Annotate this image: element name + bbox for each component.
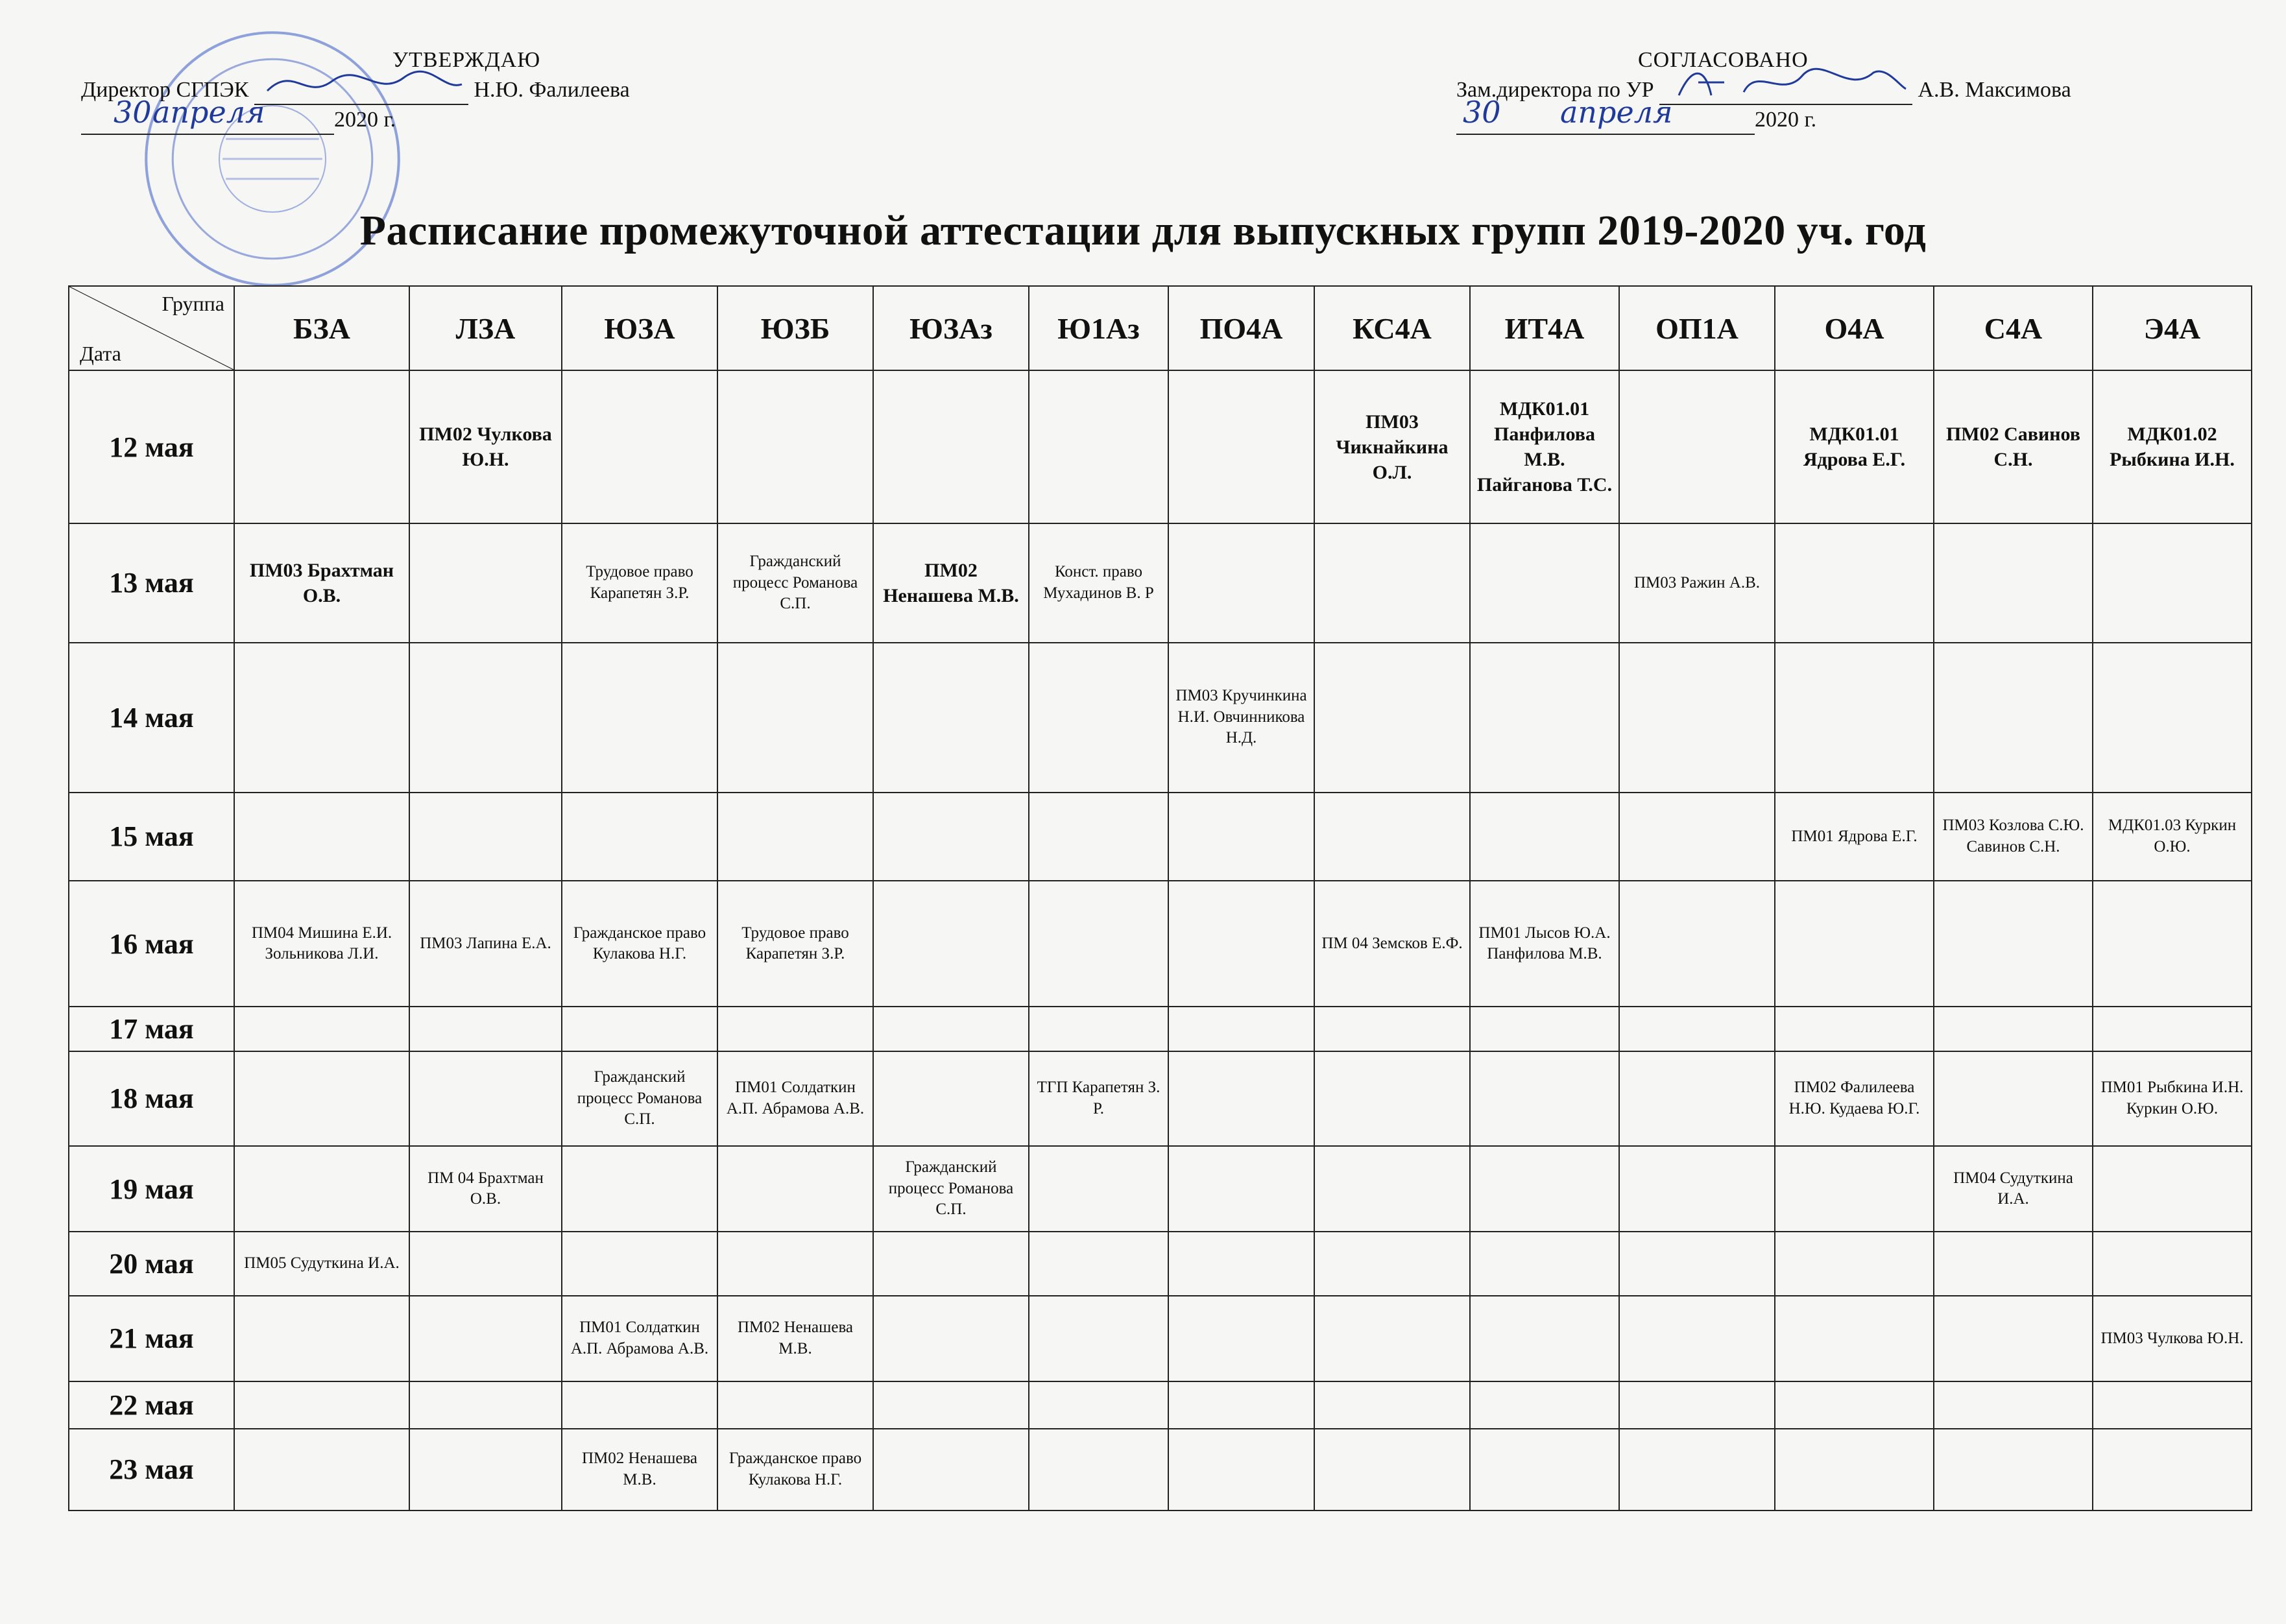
exam-cell — [1470, 643, 1619, 793]
schedule-row — [69, 643, 2252, 793]
exam-cell — [1775, 1381, 1934, 1429]
schedule-row — [69, 523, 2252, 643]
exam-cell — [1314, 793, 1470, 881]
exam-cell — [409, 1051, 562, 1147]
exam-cell — [717, 1232, 873, 1296]
exam-cell — [1934, 643, 2093, 793]
group-header: ЛЗА — [409, 286, 562, 370]
exam-cell: ТГП Карапетян З. Р. — [1029, 1051, 1168, 1147]
exam-cell — [562, 1007, 717, 1051]
date-day-right: 30 — [1463, 94, 1501, 130]
exam-cell — [1934, 1007, 2093, 1051]
exam-cell — [2093, 1429, 2252, 1511]
schedule-row — [69, 793, 2252, 881]
exam-cell — [1934, 1051, 2093, 1147]
schedule-row — [69, 1429, 2252, 1511]
exam-cell — [717, 1146, 873, 1231]
group-header: КС4А — [1314, 286, 1470, 370]
exam-cell — [1470, 1296, 1619, 1381]
exam-cell — [1029, 1296, 1168, 1381]
exam-cell — [873, 1007, 1029, 1051]
exam-cell: Гражданское право Кулакова Н.Г. — [562, 881, 717, 1007]
exam-cell — [1168, 523, 1314, 643]
exam-cell — [1470, 793, 1619, 881]
exam-cell — [1470, 1051, 1619, 1147]
date-cell: 16 мая — [69, 881, 234, 1007]
date-month-line-right — [1534, 94, 1755, 135]
exam-cell — [1619, 1146, 1775, 1231]
exam-cell — [1168, 1007, 1314, 1051]
date-month-line — [139, 94, 334, 135]
exam-cell — [1619, 370, 1775, 523]
exam-cell — [1314, 1296, 1470, 1381]
schedule-row — [69, 1296, 2252, 1381]
exam-cell — [1934, 881, 2093, 1007]
signature-icon — [254, 65, 468, 104]
exam-cell — [1619, 1296, 1775, 1381]
exam-cell — [234, 643, 409, 793]
exam-cell — [1934, 1429, 2093, 1511]
exam-cell — [1314, 1007, 1470, 1051]
exam-cell — [562, 370, 717, 523]
exam-cell — [873, 643, 1029, 793]
exam-cell — [1168, 1232, 1314, 1296]
exam-cell — [1029, 370, 1168, 523]
exam-cell — [1029, 1429, 1168, 1511]
group-header: Э4А — [2093, 286, 2252, 370]
exam-cell: ПМ02 Ненашева М.В. — [717, 1296, 873, 1381]
exam-cell — [1934, 1381, 2093, 1429]
exam-cell — [562, 643, 717, 793]
exam-cell — [1314, 643, 1470, 793]
exam-cell — [2093, 1146, 2252, 1231]
date-cell: 12 мая — [69, 370, 234, 523]
exam-cell — [1168, 1146, 1314, 1231]
exam-cell — [1775, 1146, 1934, 1231]
schedule-row — [69, 1007, 2252, 1051]
exam-cell — [1619, 643, 1775, 793]
approver-position: Директор СГПЭК — [81, 77, 249, 102]
exam-cell — [234, 1381, 409, 1429]
agreer-name: А.В. Максимова — [1918, 77, 2071, 102]
date-day: 30 — [114, 94, 152, 130]
exam-cell — [1314, 1381, 1470, 1429]
date-cell: 19 мая — [69, 1146, 234, 1231]
exam-cell: ПМ04 Мишина Е.И. Зольникова Л.И. — [234, 881, 409, 1007]
schedule-row — [69, 1146, 2252, 1231]
group-header: ЮЗА — [562, 286, 717, 370]
exam-cell — [873, 1232, 1029, 1296]
date-cell: 18 мая — [69, 1051, 234, 1147]
exam-cell: ПМ03 Ражин А.В. — [1619, 523, 1775, 643]
exam-cell — [1029, 881, 1168, 1007]
exam-cell — [1775, 1007, 1934, 1051]
exam-cell — [717, 793, 873, 881]
exam-cell: ПМ02 Савинов С.Н. — [1934, 370, 2093, 523]
exam-cell — [1314, 1146, 1470, 1231]
exam-cell: Гражданский процесс Романова С.П. — [873, 1146, 1029, 1231]
exam-cell: МДК01.02 Рыбкина И.Н. — [2093, 370, 2252, 523]
group-header: ПО4А — [1168, 286, 1314, 370]
corner-date-label: Дата — [80, 342, 121, 365]
exam-cell — [1470, 523, 1619, 643]
exam-cell: ПМ03 Лапина Е.А. — [409, 881, 562, 1007]
exam-cell — [1168, 1429, 1314, 1511]
exam-cell — [1168, 1051, 1314, 1147]
exam-cell — [717, 1007, 873, 1051]
exam-cell — [1775, 1296, 1934, 1381]
exam-cell — [717, 1381, 873, 1429]
group-header: О4А — [1775, 286, 1934, 370]
exam-cell — [1470, 1146, 1619, 1231]
document-title: Расписание промежуточной аттестации для выпускных групп 2019-2020 уч. год — [359, 207, 1927, 254]
exam-cell: ПМ02 Фалилеева Н.Ю. Кудаева Ю.Г. — [1775, 1051, 1934, 1147]
exam-cell: МДК01.01 Ядрова Е.Г. — [1775, 370, 1934, 523]
exam-cell — [1470, 1232, 1619, 1296]
exam-cell — [873, 1296, 1029, 1381]
exam-cell — [409, 1232, 562, 1296]
agreer-position: Зам.директора по УР — [1456, 77, 1654, 102]
exam-cell — [873, 1051, 1029, 1147]
exam-cell — [1029, 1381, 1168, 1429]
exam-cell: ПМ04 Судуткина И.А. — [1934, 1146, 2093, 1231]
date-cell: 22 мая — [69, 1381, 234, 1429]
schedule-table — [68, 285, 2252, 1511]
exam-cell — [1775, 643, 1934, 793]
group-header: ИТ4А — [1470, 286, 1619, 370]
exam-cell — [873, 881, 1029, 1007]
corner-group-label: Группа — [162, 292, 224, 315]
exam-cell — [1314, 523, 1470, 643]
exam-cell — [1619, 881, 1775, 1007]
exam-cell — [1619, 1381, 1775, 1429]
exam-cell — [1775, 1429, 1934, 1511]
exam-cell — [1314, 1232, 1470, 1296]
exam-cell — [562, 1232, 717, 1296]
exam-cell — [1775, 881, 1934, 1007]
exam-cell — [1934, 1296, 2093, 1381]
exam-cell — [2093, 643, 2252, 793]
date-year-right: 2020 г. — [1755, 107, 1817, 132]
schedule-row — [69, 1381, 2252, 1429]
exam-cell — [1934, 1232, 2093, 1296]
exam-cell: Трудовое право Карапетян З.Р. — [717, 881, 873, 1007]
exam-cell — [1619, 793, 1775, 881]
exam-cell — [2093, 1381, 2252, 1429]
corner-cell — [69, 286, 234, 370]
exam-cell — [873, 1429, 1029, 1511]
exam-cell — [1029, 1146, 1168, 1231]
exam-cell — [1314, 1051, 1470, 1147]
schedule-body — [69, 370, 2252, 1511]
exam-cell — [1470, 1381, 1619, 1429]
exam-cell — [2093, 1232, 2252, 1296]
date-day-line-right — [1456, 94, 1534, 135]
exam-cell — [873, 1381, 1029, 1429]
date-cell: 14 мая — [69, 643, 234, 793]
exam-cell — [1168, 1381, 1314, 1429]
exam-cell — [409, 1296, 562, 1381]
exam-cell: ПМ01 Солдаткин А.П. Абрамова А.В. — [562, 1296, 717, 1381]
exam-cell — [1619, 1007, 1775, 1051]
exam-cell — [1619, 1051, 1775, 1147]
exam-cell: ПМ 04 Земсков Е.Ф. — [1314, 881, 1470, 1007]
exam-cell: ПМ05 Судуткина И.А. — [234, 1232, 409, 1296]
exam-cell — [1168, 793, 1314, 881]
exam-cell — [409, 1429, 562, 1511]
exam-cell — [1619, 1429, 1775, 1511]
date-cell: 23 мая — [69, 1429, 234, 1511]
schedule-row — [69, 1051, 2252, 1147]
exam-cell — [234, 1146, 409, 1231]
exam-cell: Гражданское право Кулакова Н.Г. — [717, 1429, 873, 1511]
group-header: Ю1Аз — [1029, 286, 1168, 370]
exam-cell — [1168, 370, 1314, 523]
exam-cell — [409, 643, 562, 793]
group-header: ЮЗБ — [717, 286, 873, 370]
exam-cell — [1029, 643, 1168, 793]
exam-cell — [234, 1429, 409, 1511]
exam-cell — [1168, 881, 1314, 1007]
exam-cell — [1168, 1296, 1314, 1381]
exam-cell: ПМ01 Ядрова Е.Г. — [1775, 793, 1934, 881]
date-cell: 21 мая — [69, 1296, 234, 1381]
exam-cell — [717, 370, 873, 523]
group-header: БЗА — [234, 286, 409, 370]
exam-cell: ПМ03 Кручинкина Н.И. Овчинникова Н.Д. — [1168, 643, 1314, 793]
exam-cell — [873, 793, 1029, 881]
exam-cell — [1470, 1007, 1619, 1051]
exam-cell: ПМ02 Ненашева М.В. — [562, 1429, 717, 1511]
exam-cell — [1775, 523, 1934, 643]
exam-cell — [234, 370, 409, 523]
exam-cell: ПМ03 Чикнайкина О.Л. — [1314, 370, 1470, 523]
exam-cell — [1775, 1232, 1934, 1296]
exam-cell — [2093, 881, 2252, 1007]
exam-cell — [1470, 1429, 1619, 1511]
exam-cell — [1619, 1232, 1775, 1296]
exam-cell — [1029, 1007, 1168, 1051]
exam-cell — [234, 793, 409, 881]
group-header: С4А — [1934, 286, 2093, 370]
date-cell: 15 мая — [69, 793, 234, 881]
approval-heading: УТВЕРЖДАЮ — [392, 48, 541, 72]
exam-cell: ПМ03 Брахтман О.В. — [234, 523, 409, 643]
exam-cell: МДК01.03 Куркин О.Ю. — [2093, 793, 2252, 881]
exam-cell: ПМ02 Ненашева М.В. — [873, 523, 1029, 643]
date-cell: 20 мая — [69, 1232, 234, 1296]
exam-cell — [409, 1007, 562, 1051]
exam-cell: ПМ01 Солдаткин А.П. Абрамова А.В. — [717, 1051, 873, 1147]
signature-line — [254, 78, 468, 105]
date-month-right: апреля — [1560, 94, 1673, 130]
signature-line-right — [1659, 78, 1912, 105]
date-day-line — [81, 94, 152, 135]
exam-cell — [717, 643, 873, 793]
approver-name: Н.Ю. Фалилеева — [474, 77, 630, 102]
exam-cell: Конст. право Мухадинов В. Р — [1029, 523, 1168, 643]
exam-cell — [562, 793, 717, 881]
exam-cell — [562, 1146, 717, 1231]
date-cell: 13 мая — [69, 523, 234, 643]
exam-cell — [2093, 523, 2252, 643]
exam-cell: ПМ01 Лысов Ю.А. Панфилова М.В. — [1470, 881, 1619, 1007]
exam-cell: Трудовое право Карапетян З.Р. — [562, 523, 717, 643]
approval-block-right — [1456, 45, 2248, 135]
exam-cell: ПМ02 Чулкова Ю.Н. — [409, 370, 562, 523]
schedule-row — [69, 881, 2252, 1007]
exam-cell: ПМ03 Козлова С.Ю. Савинов С.Н. — [1934, 793, 2093, 881]
exam-cell: Гражданский процесс Романова С.П. — [717, 523, 873, 643]
date-cell: 17 мая — [69, 1007, 234, 1051]
exam-cell: Гражданский процесс Романова С.П. — [562, 1051, 717, 1147]
approval-block-left — [81, 45, 860, 135]
date-month: апреля — [152, 94, 265, 130]
exam-cell — [234, 1296, 409, 1381]
exam-cell: ПМ03 Чулкова Ю.Н. — [2093, 1296, 2252, 1381]
exam-cell: ПМ01 Рыбкина И.Н. Куркин О.Ю. — [2093, 1051, 2252, 1147]
exam-cell — [1314, 1429, 1470, 1511]
header-row — [69, 286, 2252, 370]
exam-cell: ПМ 04 Брахтман О.В. — [409, 1146, 562, 1231]
date-year: 2020 г. — [334, 107, 396, 132]
exam-cell — [562, 1381, 717, 1429]
exam-cell — [2093, 1007, 2252, 1051]
agreement-heading: СОГЛАСОВАНО — [1638, 48, 1809, 72]
exam-cell — [409, 1381, 562, 1429]
exam-cell — [409, 523, 562, 643]
schedule-row — [69, 370, 2252, 523]
exam-cell — [1029, 793, 1168, 881]
exam-cell — [1029, 1232, 1168, 1296]
exam-cell: МДК01.01 Панфилова М.В. Пайганова Т.С. — [1470, 370, 1619, 523]
exam-cell — [873, 370, 1029, 523]
exam-cell — [234, 1007, 409, 1051]
exam-cell — [409, 793, 562, 881]
group-header: ОП1А — [1619, 286, 1775, 370]
signature-icon — [1659, 60, 1912, 105]
group-header: ЮЗАз — [873, 286, 1029, 370]
exam-cell — [234, 1051, 409, 1147]
exam-cell — [1934, 523, 2093, 643]
schedule-row — [69, 1232, 2252, 1296]
